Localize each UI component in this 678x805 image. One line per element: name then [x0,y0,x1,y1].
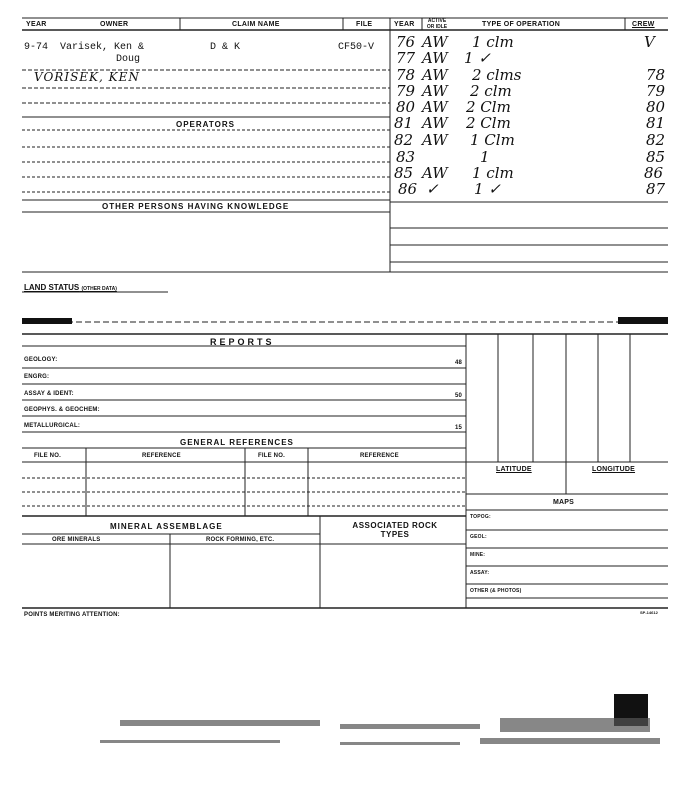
entry-owner-line1: Varisek, Ken & [60,42,145,53]
op-status: AW [422,98,448,116]
reports-title: REPORTS [210,337,275,347]
header-owner: OWNER [100,21,129,28]
op-crew: 85 [646,148,666,166]
op-crew: 87 [646,180,666,198]
op-type: 1 [480,148,490,166]
op-status: AW [422,164,448,182]
op-year: 81 [394,114,414,132]
map-item: MINE: [470,552,486,558]
latitude-label: LATITUDE [496,466,532,473]
report-label: METALLURGICAL: [24,423,81,429]
report-label: GEOLOGY: [24,357,58,363]
entry-owner-line2: Doug [116,54,141,65]
op-status: AW [422,66,448,84]
op-year: 82 [394,131,414,149]
ref-file-no: FILE NO. [34,453,61,459]
op-year: 77 [396,49,416,67]
report-label: GEOPHYS. & GEOCHEM: [24,407,100,413]
header-file: FILE [356,21,373,28]
longitude-label: LONGITUDE [592,466,636,473]
op-type: 2 clms [472,66,522,84]
associated-rock-types-title: ASSOCIATED ROCK TYPES [352,521,438,539]
other-persons-title: OTHER PERSONS HAVING KNOWLEDGE [102,202,290,211]
op-year: 76 [396,33,416,51]
entry-claim: D & K [210,42,241,53]
op-type: 2 Clm [466,98,511,116]
header-type-of-operation: TYPE OF OPERATION [482,21,561,28]
op-type: 1 ✓ [474,180,501,198]
op-year: 86 [398,180,418,198]
op-type: 1 clm [472,33,514,51]
ref-reference-2: REFERENCE [360,453,399,459]
op-crew: V [644,33,655,51]
entry-handwritten-owner: VORISEK, KEN [34,70,140,84]
op-year: 78 [396,66,416,84]
report-label: ENGRG: [24,374,50,380]
entry-year: 9-74 [24,42,49,53]
header-year: YEAR [26,21,47,28]
map-item: ASSAY: [470,570,490,576]
header-crew: CREW [632,21,655,28]
op-status: AW [422,82,448,100]
report-num: 48 [455,360,463,366]
op-status: ✓ [426,180,439,198]
report-label: ASSAY & IDENT: [24,391,74,397]
general-references-title: GENERAL REFERENCES [180,438,294,447]
op-year: 79 [396,82,416,100]
op-crew: 79 [646,82,666,100]
entry-file: CF50-V [338,42,375,53]
op-year: 85 [394,164,414,182]
map-item: OTHER (& PHOTOS) [470,588,522,594]
mineral-assemblage-title: MINERAL ASSEMBLAGE [110,522,223,531]
op-year: 83 [396,148,416,166]
maps-title: MAPS [553,499,575,506]
rock-forming-label: ROCK FORMING, ETC. [206,537,275,543]
points-meriting-attention: POINTS MERITING ATTENTION: [24,612,120,618]
op-type: 1 ✓ [464,49,491,67]
form-number: SP-14612 [640,610,658,615]
operators-title: OPERATORS [176,120,235,129]
map-item: GEOL: [470,534,487,540]
header-year-2: YEAR [394,21,415,28]
op-status: AW [422,49,448,67]
header-active-idle: ACTIVE OR IDLE [426,18,448,30]
ref-file-no-2: FILE NO. [258,453,285,459]
op-crew: 78 [646,66,666,84]
report-num: 15 [455,425,463,431]
op-type: 2 Clm [466,114,511,132]
ore-minerals-label: ORE MINERALS [52,537,101,543]
op-status: AW [422,33,448,51]
op-crew: 86 [644,164,664,182]
op-type: 1 clm [472,164,514,182]
land-status-title: LAND STATUS (OTHER DATA) [24,283,117,292]
op-crew: 82 [646,131,666,149]
op-crew: 81 [646,114,666,132]
ref-reference: REFERENCE [142,453,181,459]
op-status: AW [422,131,448,149]
header-claim-name: CLAIM NAME [232,21,280,28]
op-crew: 80 [646,98,666,116]
op-type: 2 clm [470,82,512,100]
op-year: 80 [396,98,416,116]
report-num: 50 [455,393,463,399]
map-item: TOPOG: [470,514,491,520]
op-status: AW [422,114,448,132]
op-type: 1 Clm [470,131,515,149]
